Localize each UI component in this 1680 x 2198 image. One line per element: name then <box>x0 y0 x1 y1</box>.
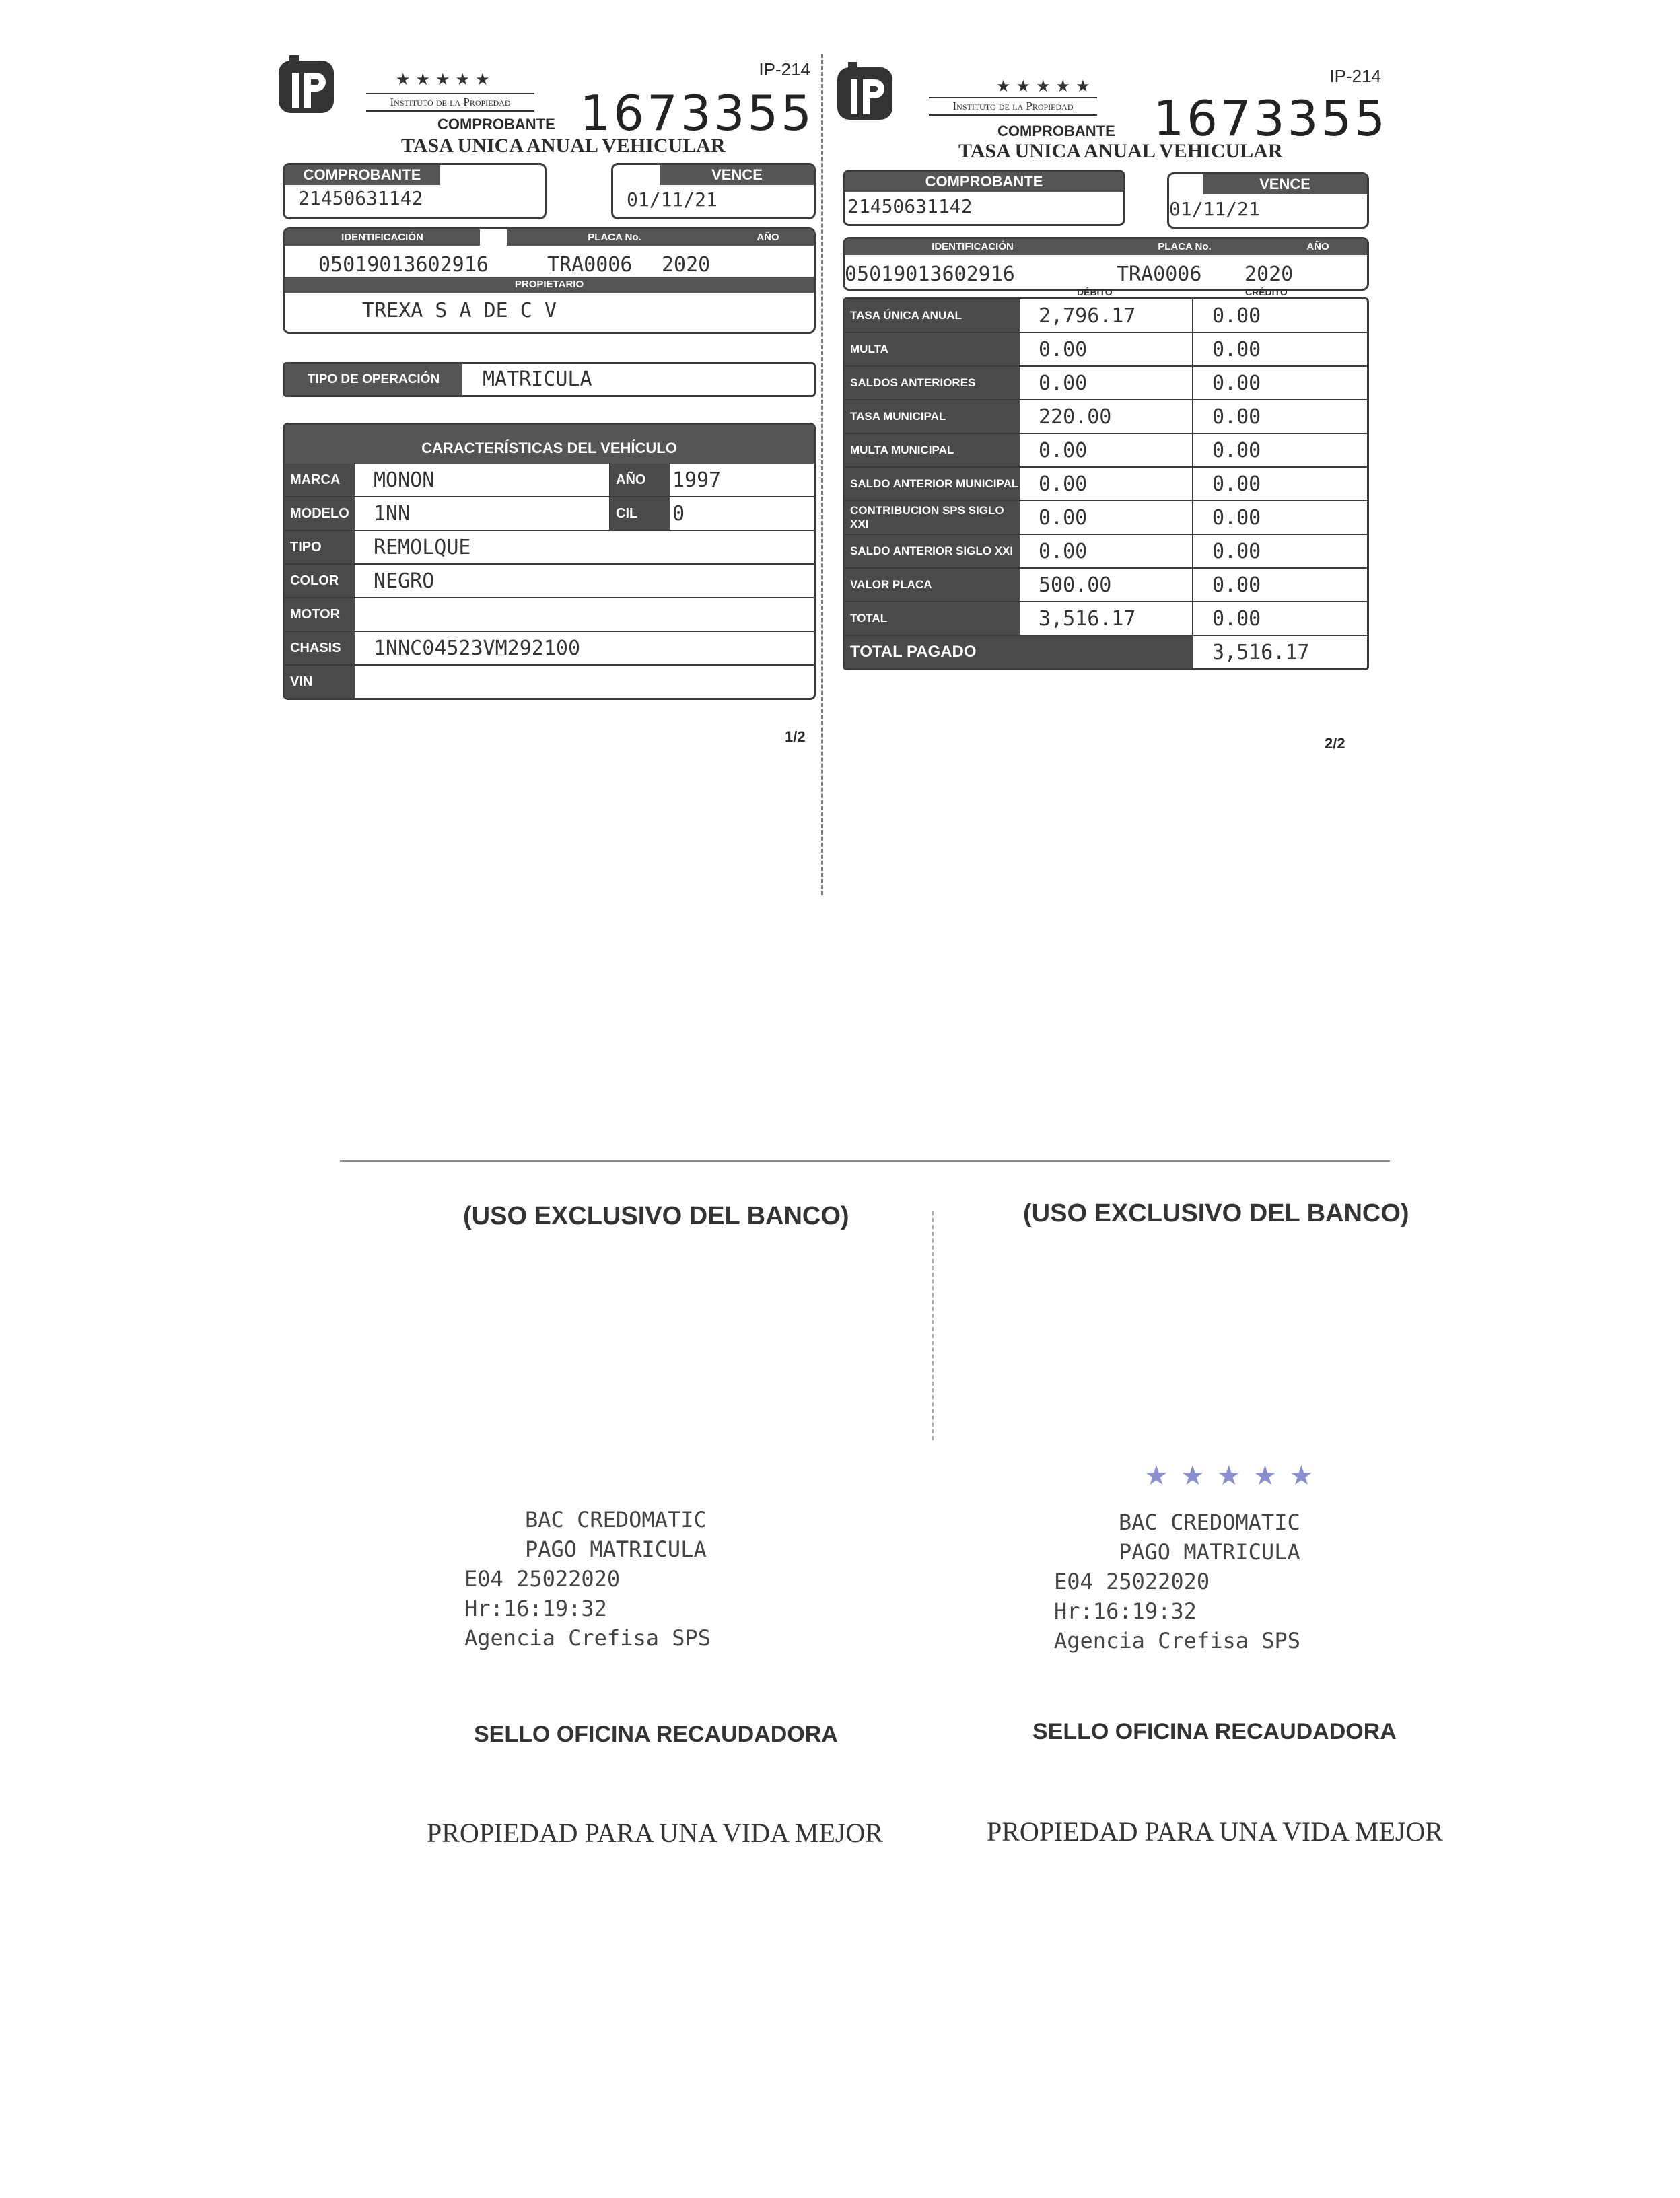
chasis-value: 1NNC04523VM292100 <box>374 636 581 660</box>
charge-label: SALDO ANTERIOR SIGLO XXI <box>845 535 1020 567</box>
form-code: IP-214 <box>759 59 810 79</box>
color-value: NEGRO <box>374 569 435 593</box>
stamp-line-agency: Agencia Crefisa SPS <box>1054 1628 1301 1654</box>
vertical-cut-line-lower <box>932 1211 934 1440</box>
comprobante-heading: COMPROBANTE <box>438 116 555 133</box>
charge-credito: 0.00 <box>1212 505 1261 530</box>
vehicle-characteristics-table <box>283 423 816 700</box>
charge-debito: 2,796.17 <box>1020 299 1193 332</box>
institution-name: Instituto de la Propiedad <box>929 97 1097 116</box>
charge-row <box>845 602 1367 636</box>
vin-value <box>355 666 374 698</box>
comprobante-label: COMPROBANTE <box>845 172 1123 192</box>
vin-label: VIN <box>285 666 355 698</box>
propietario-value: TREXA S A DE C V <box>362 299 557 322</box>
bank-use-title-right: (USO EXCLUSIVO DEL BANCO) <box>1023 1199 1409 1228</box>
chasis-label: CHASIS <box>285 632 355 664</box>
cil-label: CIL <box>610 497 670 530</box>
stamp-line-time: Hr:16:19:32 <box>464 1596 607 1621</box>
motor-value <box>355 598 374 631</box>
charge-label: VALOR PLACA <box>845 569 1020 601</box>
charge-debito: 0.00 <box>1020 367 1193 399</box>
page-number: 2/2 <box>1325 735 1345 752</box>
receipt-copy-2 <box>835 46 1388 759</box>
charge-row <box>845 333 1367 367</box>
charge-row <box>845 434 1367 468</box>
propietario-label: PROPIETARIO <box>285 277 814 293</box>
bank-stamp-right <box>1054 1508 1300 1656</box>
anio-label: AÑO <box>1269 239 1367 255</box>
charge-row <box>845 569 1367 602</box>
charge-debito: 220.00 <box>1020 400 1193 433</box>
comprobante-value: 21450631142 <box>298 187 423 209</box>
charge-label: TOTAL <box>845 602 1020 635</box>
charge-label: MULTA MUNICIPAL <box>845 434 1020 466</box>
identificacion-label: IDENTIFICACIÓN <box>285 229 480 246</box>
charge-credito: 0.00 <box>1212 472 1261 496</box>
charge-credito: 0.00 <box>1212 573 1261 597</box>
charge-debito: 0.00 <box>1020 535 1193 567</box>
tipo-label: TIPO <box>285 531 355 563</box>
stars-decoration: ★★★★★ <box>396 71 495 89</box>
document-title: TASA UNICA ANUAL VEHICULAR <box>958 140 1283 162</box>
sello-label-right: SELLO OFICINA RECAUDADORA <box>1032 1719 1397 1744</box>
stars-decoration: ★★★★★ <box>996 77 1096 96</box>
tipo-operacion-value: MATRICULA <box>483 367 592 391</box>
charge-debito: 0.00 <box>1020 468 1193 500</box>
sello-label-left: SELLO OFICINA RECAUDADORA <box>474 1722 838 1747</box>
anio-value: 2020 <box>1245 262 1294 286</box>
charge-row <box>845 400 1367 434</box>
charge-credito: 0.00 <box>1212 337 1261 361</box>
vence-label: VENCE <box>660 165 814 185</box>
charge-label: SALDO ANTERIOR MUNICIPAL <box>845 468 1020 500</box>
charge-label: SALDOS ANTERIORES <box>845 367 1020 399</box>
placa-value: TRA0006 <box>1117 262 1202 286</box>
vence-box <box>1167 172 1369 229</box>
identification-box <box>283 227 816 334</box>
marca-value: MONON <box>355 464 610 496</box>
motor-label: MOTOR <box>285 598 355 631</box>
color-label: COLOR <box>285 565 355 597</box>
total-pagado-label: TOTAL PAGADO <box>845 636 1193 668</box>
comprobante-box <box>843 170 1125 226</box>
identificacion-value: 05019013602916 <box>845 262 1015 286</box>
cil-value: 0 <box>672 501 685 526</box>
form-code: IP-214 <box>1329 66 1381 86</box>
charge-credito: 0.00 <box>1212 539 1261 563</box>
ip-logo-icon <box>276 55 337 116</box>
charge-credito: 0.00 <box>1212 371 1261 395</box>
anio-vehiculo-value: 1997 <box>672 468 722 492</box>
anio-vehiculo-label: AÑO <box>610 464 670 496</box>
operation-box <box>283 362 816 397</box>
vence-value: 01/11/21 <box>627 188 718 211</box>
anio-value: 2020 <box>662 253 711 277</box>
identification-box <box>843 237 1369 291</box>
credito-label: CRÉDITO <box>1245 287 1288 297</box>
charge-row <box>845 299 1367 333</box>
charge-debito: 3,516.17 <box>1020 602 1193 635</box>
stamp-line-bank: BAC CREDOMATIC <box>525 1507 707 1532</box>
charge-label: CONTRIBUCION SPS SIGLO XXI <box>845 501 1020 534</box>
charge-row <box>845 535 1367 569</box>
total-pagado-row <box>845 636 1367 668</box>
charge-debito: 500.00 <box>1020 569 1193 601</box>
comprobante-value: 21450631142 <box>847 195 973 217</box>
identificacion-label: IDENTIFICACIÓN <box>845 239 1100 255</box>
charge-label: MULTA <box>845 333 1020 365</box>
charge-row <box>845 468 1367 501</box>
placa-label: PLACA No. <box>507 229 722 246</box>
stamp-line-concept: PAGO MATRICULA <box>525 1536 707 1562</box>
vence-value: 01/11/21 <box>1169 198 1260 220</box>
charge-debito: 0.00 <box>1020 501 1193 534</box>
tipo-operacion-label: TIPO DE OPERACIÓN <box>285 364 462 395</box>
charge-credito: 0.00 <box>1212 438 1261 462</box>
comprobante-label: COMPROBANTE <box>285 165 440 185</box>
vence-box <box>611 163 816 219</box>
comprobante-heading: COMPROBANTE <box>998 122 1115 139</box>
total-pagado-value: 3,516.17 <box>1212 640 1310 664</box>
bank-use-title-left: (USO EXCLUSIVO DEL BANCO) <box>463 1202 849 1230</box>
folio-number: 1673355 <box>580 85 814 141</box>
charge-credito: 0.00 <box>1212 304 1261 328</box>
slogan-left: PROPIEDAD PARA UNA VIDA MEJOR <box>427 1818 883 1848</box>
vence-label: VENCE <box>1203 174 1367 194</box>
charge-label: TASA MUNICIPAL <box>845 400 1020 433</box>
document-title: TASA UNICA ANUAL VEHICULAR <box>401 135 726 157</box>
stamp-line-concept: PAGO MATRICULA <box>1119 1539 1300 1565</box>
page-number: 1/2 <box>785 728 806 745</box>
bank-stamp-left <box>464 1505 711 1653</box>
comprobante-box <box>283 163 547 219</box>
modelo-label: MODELO <box>285 497 355 530</box>
identificacion-value: 05019013602916 <box>318 253 489 277</box>
ip-logo-icon <box>835 62 895 122</box>
stamp-line-agency: Agencia Crefisa SPS <box>464 1625 711 1651</box>
charge-debito: 0.00 <box>1020 333 1193 365</box>
stamp-stars-icon: ★★★★★ <box>1144 1461 1326 1491</box>
placa-value: TRA0006 <box>547 253 633 277</box>
institution-name: Instituto de la Propiedad <box>366 93 534 112</box>
modelo-value: 1NN <box>355 497 610 530</box>
charge-row <box>845 367 1367 400</box>
charge-credito: 0.00 <box>1212 606 1261 631</box>
stamp-line-bank: BAC CREDOMATIC <box>1119 1510 1300 1535</box>
charge-debito: 0.00 <box>1020 434 1193 466</box>
folio-number: 1673355 <box>1153 90 1388 147</box>
placa-label: PLACA No. <box>1100 239 1269 255</box>
tipo-value: REMOLQUE <box>374 535 471 559</box>
charge-row <box>845 501 1367 535</box>
slogan-right: PROPIEDAD PARA UNA VIDA MEJOR <box>987 1816 1443 1847</box>
stamp-line-date: E04 25022020 <box>464 1566 621 1592</box>
debito-label: DÉBITO <box>1077 287 1113 297</box>
caracteristicas-header: CARACTERÍSTICAS DEL VEHÍCULO <box>285 425 814 464</box>
marca-label: MARCA <box>285 464 355 496</box>
receipt-copy-1 <box>276 46 814 759</box>
stamp-line-time: Hr:16:19:32 <box>1054 1598 1197 1624</box>
stamp-line-date: E04 25022020 <box>1054 1569 1210 1594</box>
horizontal-separator <box>340 1160 1390 1162</box>
charge-credito: 0.00 <box>1212 404 1261 429</box>
charge-label: TASA ÚNICA ANUAL <box>845 299 1020 332</box>
vertical-cut-line <box>821 54 823 895</box>
anio-label: AÑO <box>722 229 814 246</box>
charges-table <box>843 297 1369 670</box>
